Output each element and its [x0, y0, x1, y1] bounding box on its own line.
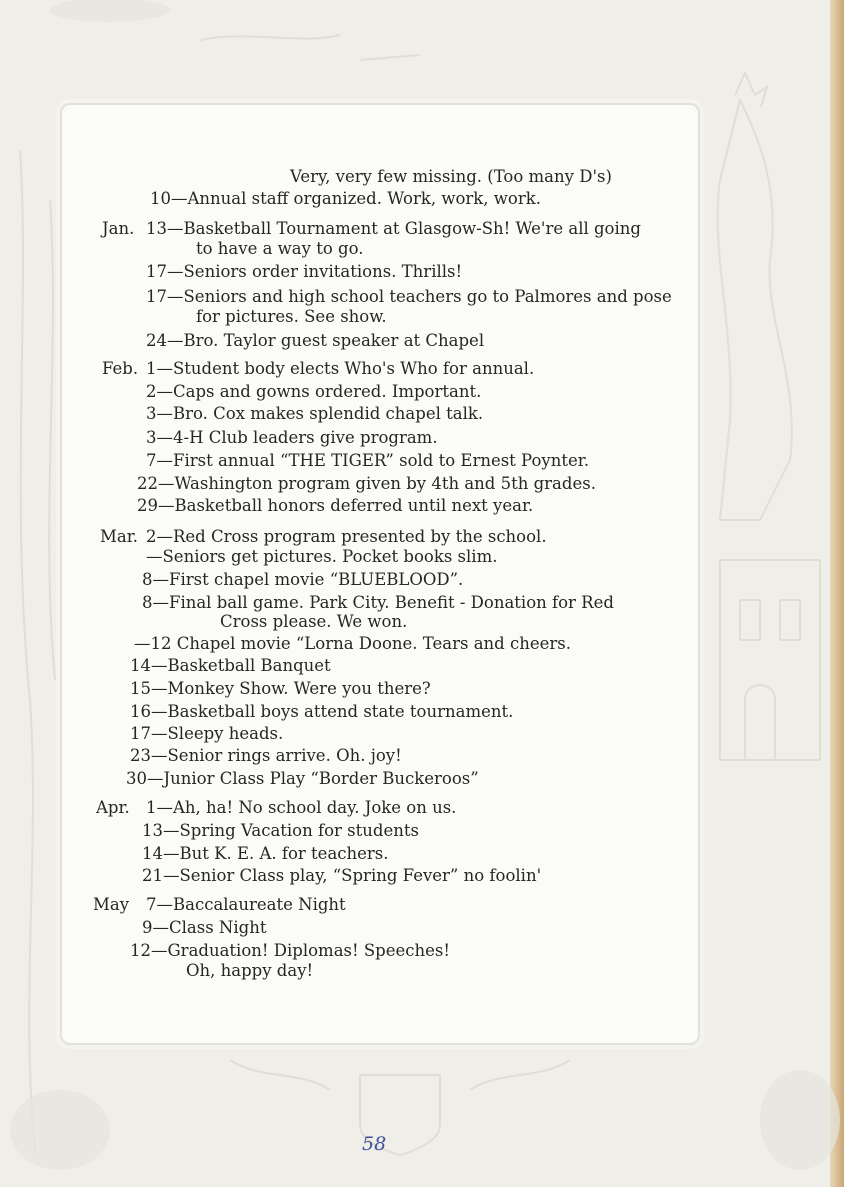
entry-text: 16—Basketball boys attend state tournament.	[130, 702, 514, 721]
entry-text: 1—Ah, ha! No school day. Joke on us.	[146, 798, 457, 817]
entry-text: 22—Washington program given by 4th and 5th grades.	[137, 474, 596, 493]
entry-text: Very, very few missing. (Too many D's)	[290, 167, 612, 186]
entry-text: 14—Basketball Banquet	[130, 656, 331, 675]
entry-text: for pictures. See show.	[196, 307, 387, 326]
entry-text: 17—Seniors order invitations. Thrills!	[146, 262, 463, 281]
entry-text: 12—Graduation! Diplomas! Speeches!	[130, 941, 451, 960]
entry-text: to have a way to go.	[196, 239, 364, 258]
entry-text: Oh, happy day!	[186, 961, 314, 980]
month-label: Feb.	[102, 359, 139, 378]
entry-text: 3—4-H Club leaders give program.	[146, 428, 438, 447]
entry-text: 8—Final ball game. Park City. Benefit - Donation for Red	[142, 593, 614, 612]
entry-text: 30—Junior Class Play “Border Buckeroos”	[126, 769, 479, 788]
entry-text: 9—Class Night	[142, 918, 267, 937]
page-number: 58	[362, 1133, 387, 1155]
entry-text: —Seniors get pictures. Pocket books slim.	[146, 547, 498, 566]
entry-text: 24—Bro. Taylor guest speaker at Chapel	[146, 331, 485, 350]
entry-text: 8—First chapel movie “BLUEBLOOD”.	[142, 570, 464, 589]
entry-text: 13—Spring Vacation for students	[142, 821, 419, 840]
entry-text: 15—Monkey Show. Were you there?	[130, 679, 431, 698]
entry-text: 17—Seniors and high school teachers go to Palmores and pose	[146, 287, 672, 306]
entry-text: 17—Sleepy heads.	[130, 724, 284, 743]
entry-text: 2—Caps and gowns ordered. Important.	[146, 382, 482, 401]
entry-text: —12 Chapel movie “Lorna Doone. Tears and cheers.	[134, 634, 571, 653]
entry-text: 14—But K. E. A. for teachers.	[142, 844, 389, 863]
entry-text: 10—Annual staff organized. Work, work, work.	[150, 189, 541, 208]
month-label: May	[93, 895, 130, 914]
month-label: Apr.	[96, 798, 130, 817]
entry-text: 21—Senior Class play, “Spring Fever” no foolin'	[142, 866, 542, 885]
entry-text: 1—Student body elects Who's Who for annual.	[146, 359, 535, 378]
entry-text: 23—Senior rings arrive. Oh. joy!	[130, 746, 402, 765]
entry-text: 7—Baccalaureate Night	[146, 895, 346, 914]
entry-text: 2—Red Cross program presented by the school.	[146, 527, 547, 546]
entry-text: 13—Basketball Tournament at Glasgow-Sh! We're all going	[146, 219, 641, 238]
entry-text: 3—Bro. Cox makes splendid chapel talk.	[146, 404, 484, 423]
entry-text: 29—Basketball honors deferred until next year.	[137, 496, 534, 515]
entry-text: 7—First annual “THE TIGER” sold to Ernest Poynter.	[146, 451, 590, 470]
month-label: Mar.	[100, 527, 139, 546]
month-label: Jan.	[102, 219, 135, 238]
entry-text: Cross please. We won.	[220, 612, 408, 631]
